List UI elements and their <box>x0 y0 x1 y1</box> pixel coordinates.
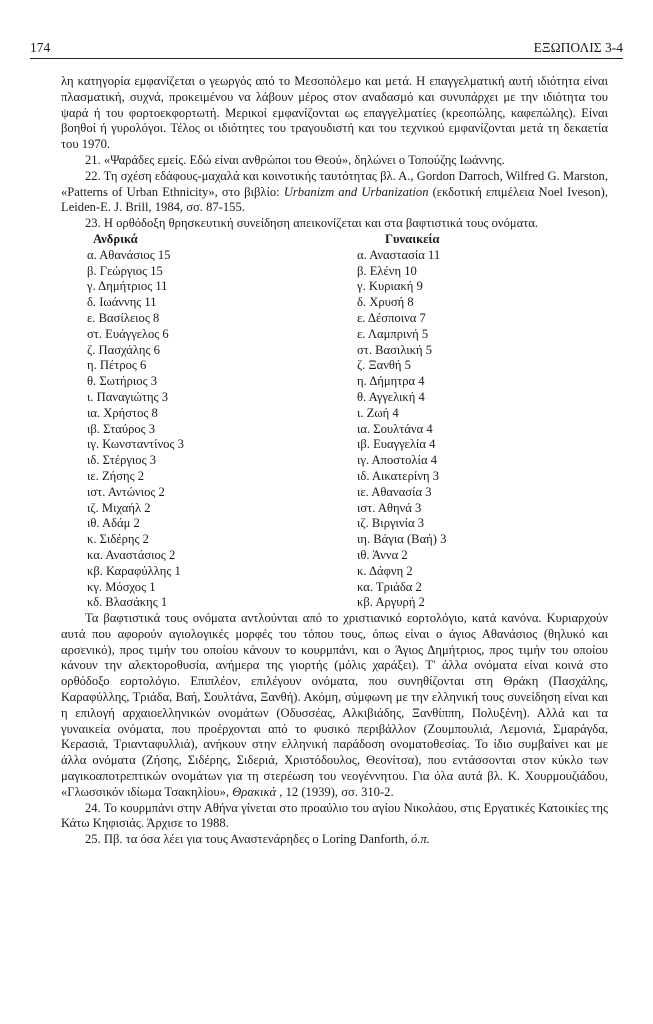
female-name-item: ιε. Αθανασία 3 <box>357 484 432 499</box>
female-name-item: ε. Λαμπρινή 5 <box>357 326 429 341</box>
names-lists <box>61 232 608 611</box>
male-name-item: ιδ. Στέργιος 3 <box>87 453 157 468</box>
footnote-22 <box>61 169 608 216</box>
male-name-item: κδ. Βλασάκης 1 <box>87 595 168 610</box>
page-body <box>61 74 608 848</box>
male-name-item: κ. Σιδέρης 2 <box>87 532 149 547</box>
male-name-item: θ. Σωτήριος 3 <box>87 374 157 389</box>
female-name-item: ιγ. Αποστολία 4 <box>357 453 437 468</box>
male-name-item: ια. Χρήστος 8 <box>87 405 158 420</box>
book-title: Urbanizm and Urbanization <box>283 184 429 199</box>
male-name-item: ζ. Πασχάλης 6 <box>87 342 160 357</box>
male-name-item: γ. Δημήτριος 11 <box>87 279 168 294</box>
footnote-25-text: 25. Πβ. τα όσα λέει για τους Αναστενάρηδες ο Loring Danforth, <box>85 832 412 847</box>
female-name-item: δ. Χρυσή 8 <box>357 295 414 310</box>
female-name-item: κα. Τριάδα 2 <box>357 579 422 594</box>
female-name-item: ιστ. Αθηνά 3 <box>357 500 422 515</box>
running-title: ΕΞΩΠΟΛΙΣ 3-4 <box>533 40 623 55</box>
header-rule <box>30 58 623 59</box>
male-name-item: ιστ. Αντώνιος 2 <box>87 484 165 499</box>
female-name-item: ια. Σουλτάνα 4 <box>357 421 433 436</box>
female-name-item: κ. Δάφνη 2 <box>357 563 413 578</box>
names-discussion <box>61 611 608 801</box>
female-name-item: κβ. Αργυρή 2 <box>357 595 425 610</box>
male-name-item: στ. Ευάγγελος 6 <box>87 326 169 341</box>
male-name-item: ιβ. Σταύρος 3 <box>87 421 156 436</box>
male-name-item: ι. Παναγιώτης 3 <box>87 389 168 404</box>
female-name-item: ιθ. Άννα 2 <box>357 547 408 562</box>
female-name-item: ε. Δέσποινα 7 <box>357 310 426 325</box>
male-name-item: β. Γεώργιος 15 <box>87 263 163 278</box>
female-name-item: η. Δήμητρα 4 <box>357 374 425 389</box>
male-name-item: ε. Βασίλειος 8 <box>87 310 160 325</box>
female-names-list <box>317 232 446 611</box>
male-names-heading: Ανδρικά <box>93 231 138 246</box>
footnote-23: 23. Η ορθόδοξη θρησκευτική συνείδηση απεικονίζεται και στα βαφτιστικά τους ονόματα. <box>85 216 539 231</box>
male-name-item: η. Πέτρος 6 <box>87 358 147 373</box>
male-name-item: δ. Ιωάννης 11 <box>87 295 157 310</box>
female-name-item: ζ. Ξανθή 5 <box>357 358 411 373</box>
names-discussion-text: Τα βαφτιστικά τους ονόματα αντλούνται από το χριστιανικό εορτολόγιο, κατά κανόνα. Κυριαρχούν αυτά που αφορούν αγιολογικές μορφές του τόπου τους, όπως είναι ο άγιος Αθανάσιος (θηλυκό και αρσενικό), προς τιμήν του οποίου κάνουν το κουρμπάνι, και ο Άγιος Δημήτριος, προς τιμήν του οποίου κάνουν την αλεκτοροθυσία, ανήμερα της γιορτής (μόλις χαράξει). Τ' άλλα ονόματα είναι κοινά στο ορθόδοξο εορτολόγιο. Επιπλέον, επιλέγουν ονόματα, που συνηθίζονται στη Θράκη (Πασχάλης, Καραφύλλης, Τριάδα, Βαή, Σουλτάνα, Ξανθή). Ακόμη, σύμφωνη με την ελληνική τους συνείδηση είναι και η επιλογή αρχαιοελληνικών ονομάτων (Οδυσσέας, Αλκιβιάδης, Ξανθίππη, Πολυξένη). Αλλά και τα γυναικεία ονόματα, που προέρχονται από το φυσικό περιβάλλον (Ζουμπουλιά, Λεμονιά, Σμαράγδα, Κερασιά, Τριανταφυλλιά), ανήκουν στην ελληνική παράδοση ονοματοθεσίας. Το ίδιο συμβαίνει και με άλλα ονόματα (Ζήσης, Σιδέρης, Σιδεριά, Χριστόδουλος, Θεονίτσα), που εντάσσονται στον κύκλο των μαγικοαποτρεπτικών ονομάτων για τη στερέωση του νεογέννητου. Για όλα αυτά βλ. Κ. Χουρμουζιάδου, «Γλωσσικόν ιδίωμα Τσακηλίου», <box>61 611 608 799</box>
female-name-item: ι. Ζωή 4 <box>357 405 399 420</box>
paragraph-continuation: λη κατηγορία εμφανίζεται ο γεωργός από το Μεσοπόλεμο και μετά. Η επαγγελματική αυτή ιδιότητα είναι πλασματική, συχνά, προκειμένου να λάβουν μέρος στον αναδασμό και συνυπάρχει με την ιδιότητα του ψαρά ή του φορτοεκφορτωτή. Μερικοί εμφανίζονται ως επαγγελματίες (κρεοπώλης, καφεπώλης). Είναι βοηθοί ή γυρολόγοι. Τέλος οι ιδιότητες του τραγουδιστή και του τεχνικού εμφανίζονται μετά τη δεκαετία του 1970. <box>61 74 608 152</box>
footnote-21: 21. «Ψαράδες εμείς. Εδώ είναι ανθρώποι του Θεού», δηλώνει ο Τοπούζης Ιωάννης. <box>85 152 505 167</box>
female-name-item: γ. Κυριακή 9 <box>357 279 423 294</box>
female-name-item: στ. Βασιλική 5 <box>357 342 433 357</box>
female-name-item: θ. Αγγελική 4 <box>357 389 425 404</box>
footnote-22-text-end: (εκδοτική επιμέλεια Noel Iveson), Leiden-E. J. Brill, 1984, σσ. 87-155. <box>61 184 608 215</box>
journal-title: Θρακικά <box>232 784 277 799</box>
female-names-heading: Γυναικεία <box>385 231 440 246</box>
male-name-item: ιγ. Κωνσταντίνος 3 <box>87 437 184 452</box>
female-name-item: ιζ. Βιργινία 3 <box>357 516 425 531</box>
male-name-item: ιε. Ζήσης 2 <box>87 468 145 483</box>
male-name-item: α. Αθανάσιος 15 <box>87 247 171 262</box>
male-names-list <box>61 232 317 611</box>
male-name-item: κβ. Καραφύλλης 1 <box>87 563 181 578</box>
female-name-item: β. Ελένη 10 <box>357 263 417 278</box>
female-name-item: ιβ. Ευαγγελία 4 <box>357 437 436 452</box>
male-name-item: κγ. Μόσχος 1 <box>87 579 156 594</box>
footnote-24: 24. Το κουρμπάνι στην Αθήνα γίνεται στο προαύλιο του αγίου Νικολάου, στις Εργατικές Κατοικίες της Κάτω Κηφισιάς. Άρχισε το 1988. <box>61 800 608 831</box>
op-cit: ό.π. <box>411 832 430 847</box>
male-name-item: ιζ. Μιχαήλ 2 <box>87 500 151 515</box>
male-name-item: κα. Αναστάσιος 2 <box>87 547 176 562</box>
female-name-item: α. Αναστασία 11 <box>357 247 441 262</box>
female-name-item: ιη. Βάγια (Βαή) 3 <box>357 532 447 547</box>
female-name-item: ιδ. Αικατερίνη 3 <box>357 468 439 483</box>
footnote-22-text: 22. Τη σχέση εδάφους-μαχαλά και κοινοτικής ταυτότητας βλ. Α., Gordon Darroch, Wilfred G. Marston, «Patterns of Urban Ethnicity», στο βιβλίο: <box>61 168 608 199</box>
names-discussion-end: , 12 (1939), σσ. 310-2. <box>276 784 394 799</box>
male-name-item: ιθ. Αδάμ 2 <box>87 516 140 531</box>
page-header <box>30 40 623 56</box>
footnote-25 <box>61 832 608 848</box>
page-number: 174 <box>30 40 51 55</box>
